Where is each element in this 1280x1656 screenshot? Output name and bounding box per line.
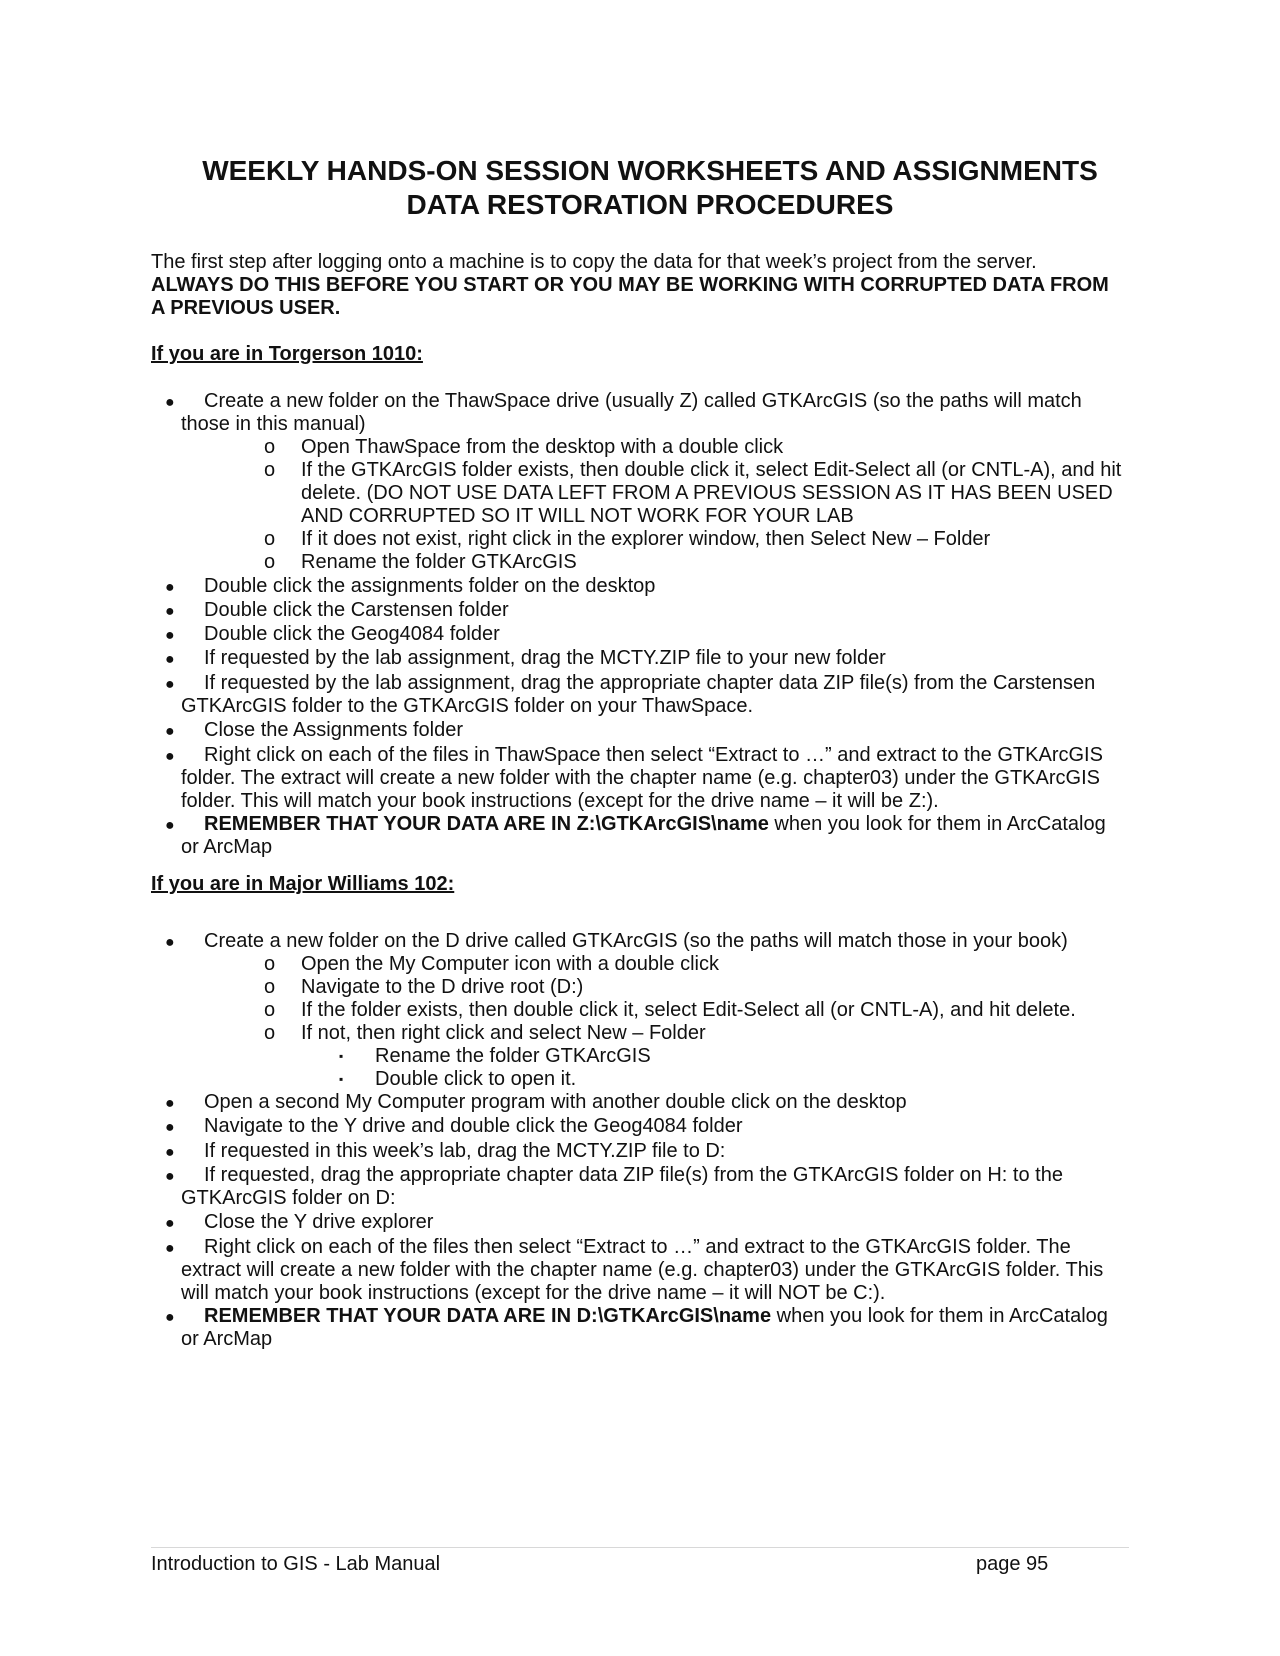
sub-list-item: Open the My Computer icon with a double click	[301, 953, 719, 975]
bullet-icon: ●	[165, 627, 175, 644]
sub-list-item: If it does not exist, right click in the explorer window, then Select New – Folder	[301, 528, 991, 550]
data-path-reminder: REMEMBER THAT YOUR DATA ARE IN D:\GTKArcGIS\name	[204, 1305, 772, 1327]
list-item: Double click the Carstensen folder	[204, 599, 509, 621]
circle-bullet-icon: o	[264, 436, 276, 458]
list-item: Create a new folder on the D drive called GTKArcGIS (so the paths will match those in your book)	[204, 930, 1068, 952]
square-bullet-icon: ▪	[339, 1072, 344, 1086]
footer-title: Introduction to GIS - Lab Manual	[151, 1553, 441, 1575]
sub-list-item-cont: AND CORRUPTED SO IT WILL NOT WORK FOR YOUR LAB	[301, 505, 854, 527]
footer-divider	[151, 1547, 1129, 1548]
list-item: Right click on each of the files in ThawSpace then select “Extract to …” and extract to the GTKArcGIS	[204, 744, 1103, 766]
list-item-cont: GTKArcGIS folder to the GTKArcGIS folder on your ThawSpace.	[181, 695, 754, 717]
list-item-cont: folder. This will match your book instructions (except for the drive name – it will be Z:).	[181, 790, 939, 812]
bullet-icon: ●	[165, 676, 175, 693]
bullet-icon: ●	[165, 1215, 175, 1232]
circle-bullet-icon: o	[264, 528, 276, 550]
section-heading-williams: If you are in Major Williams 102:	[151, 873, 455, 895]
list-item: Double click the Geog4084 folder	[204, 623, 500, 645]
bullet-icon: ●	[165, 603, 175, 620]
list-item: If requested by the lab assignment, drag the MCTY.ZIP file to your new folder	[204, 647, 886, 669]
bullet-icon: ●	[165, 934, 175, 951]
list-item: Right click on each of the files then select “Extract to …” and extract to the GTKArcGIS folder. The	[204, 1236, 1071, 1258]
bullet-icon: ●	[165, 394, 175, 411]
section-heading-torgerson: If you are in Torgerson 1010:	[151, 343, 423, 365]
list-item-cont: those in this manual)	[181, 413, 366, 435]
list-item: Open a second My Computer program with another double click on the desktop	[204, 1091, 907, 1113]
sub-list-item: Rename the folder GTKArcGIS	[301, 551, 577, 573]
list-item: REMEMBER THAT YOUR DATA ARE IN D:\GTKArcGIS\name when you look for them in ArcCatalog	[204, 1305, 1108, 1327]
bullet-icon: ●	[165, 723, 175, 740]
list-item: Navigate to the Y drive and double click the Geog4084 folder	[204, 1115, 743, 1137]
bullet-icon: ●	[165, 817, 175, 834]
list-item: Create a new folder on the ThawSpace drive (usually Z) called GTKArcGIS (so the paths will match	[204, 390, 1082, 412]
bullet-icon: ●	[165, 1144, 175, 1161]
sub-list-item: If not, then right click and select New – Folder	[301, 1022, 706, 1044]
sub-sub-list-item: Double click to open it.	[375, 1068, 577, 1090]
intro-warning: ALWAYS DO THIS BEFORE YOU START OR YOU MAY BE WORKING WITH CORRUPTED DATA FROM	[151, 274, 1109, 296]
data-path-reminder: REMEMBER THAT YOUR DATA ARE IN Z:\GTKArcGIS\name	[204, 813, 769, 835]
bullet-icon: ●	[165, 651, 175, 668]
page-number: page 95	[976, 1553, 1049, 1575]
bullet-icon: ●	[165, 748, 175, 765]
bullet-icon: ●	[165, 1168, 175, 1185]
list-item: If requested by the lab assignment, drag the appropriate chapter data ZIP file(s) from the Carstensen	[204, 672, 1096, 694]
bullet-icon: ●	[165, 1095, 175, 1112]
list-item: Double click the assignments folder on the desktop	[204, 575, 656, 597]
circle-bullet-icon: o	[264, 459, 276, 481]
list-item-cont: or ArcMap	[181, 836, 273, 858]
list-item: If requested in this week’s lab, drag the MCTY.ZIP file to D:	[204, 1140, 726, 1162]
bullet-icon: ●	[165, 1309, 175, 1326]
list-item-cont: will match your book instructions (except for the drive name – it will NOT be C:).	[181, 1282, 886, 1304]
list-item-cont: folder. The extract will create a new folder with the chapter name (e.g. chapter03) under the GTKArcGIS	[181, 767, 1100, 789]
sub-sub-list-item: Rename the folder GTKArcGIS	[375, 1045, 651, 1067]
sub-list-item: Open ThawSpace from the desktop with a double click	[301, 436, 784, 458]
bullet-icon: ●	[165, 1240, 175, 1257]
bullet-icon: ●	[165, 1119, 175, 1136]
sub-list-item-cont: delete. (DO NOT USE DATA LEFT FROM A PREVIOUS SESSION AS IT HAS BEEN USED	[301, 482, 1113, 504]
list-item-cont: extract will create a new folder with the chapter name (e.g. chapter03) under the GTKArcGIS folder. This	[181, 1259, 1104, 1281]
circle-bullet-icon: o	[264, 953, 276, 975]
sub-list-item: If the GTKArcGIS folder exists, then double click it, select Edit-Select all (or CNTL-A), and hit	[301, 459, 1122, 481]
list-item: Close the Y drive explorer	[204, 1211, 434, 1233]
circle-bullet-icon: o	[264, 551, 276, 573]
intro-warning-cont: A PREVIOUS USER.	[151, 297, 341, 319]
circle-bullet-icon: o	[264, 976, 276, 998]
bullet-icon: ●	[165, 579, 175, 596]
list-item-cont: GTKArcGIS folder on D:	[181, 1187, 396, 1209]
sub-list-item: Navigate to the D drive root (D:)	[301, 976, 584, 998]
list-item: REMEMBER THAT YOUR DATA ARE IN Z:\GTKArcGIS\name when you look for them in ArcCatalog	[204, 813, 1106, 835]
sub-list-item: If the folder exists, then double click it, select Edit-Select all (or CNTL-A), and hit delete.	[301, 999, 1076, 1021]
document-subtitle: DATA RESTORATION PROCEDURES	[406, 189, 894, 220]
square-bullet-icon: ▪	[339, 1049, 344, 1063]
list-item-cont: or ArcMap	[181, 1328, 273, 1350]
circle-bullet-icon: o	[264, 999, 276, 1021]
circle-bullet-icon: o	[264, 1022, 276, 1044]
list-item: Close the Assignments folder	[204, 719, 464, 741]
intro-text: The first step after logging onto a machine is to copy the data for that week’s project from the server.	[151, 251, 1037, 273]
list-item: If requested, drag the appropriate chapter data ZIP file(s) from the GTKArcGIS folder on H: to the	[204, 1164, 1063, 1186]
document-title: WEEKLY HANDS-ON SESSION WORKSHEETS AND ASSIGNMENTS	[202, 155, 1098, 186]
